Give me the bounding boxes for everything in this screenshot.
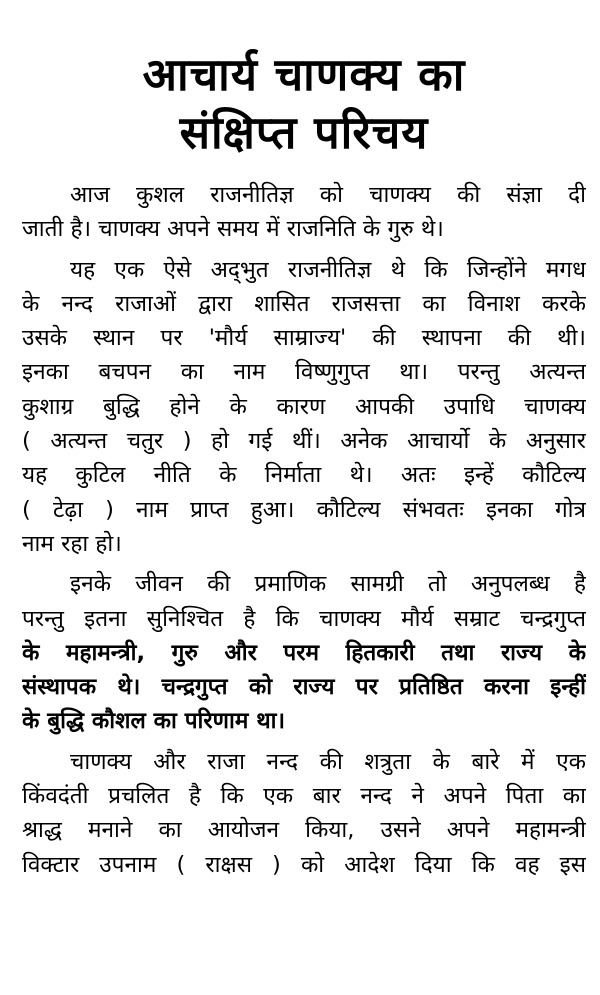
paragraph-line: श्राद्ध मनाने का आयोजन किया, उसने अपने महामन्त्री — [22, 817, 586, 844]
paragraph-line: यह एक ऐसे अद्‌भुत राजनीतिज्ञ थे कि जिन्होंने मगध — [70, 256, 586, 283]
title-line-1: आचार्य चाणक्य का — [142, 48, 466, 101]
paragraph-line: के नन्द राजाओं द्वारा शासित राजसत्ता का विनाश करके — [22, 290, 586, 317]
paragraph-line: नाम रहा हो। — [22, 530, 122, 557]
paragraph-line: के महामन्त्री, गुरु और परम हितकारी तथा राज्य के — [22, 639, 586, 666]
paragraph-line: किंवदंती प्रचलित है कि एक बार नन्द ने अपने पिता का — [22, 783, 586, 810]
paragraph-line: आज कुशल राजनीतिज्ञ को चाणक्य की संज्ञा दी — [70, 182, 586, 208]
paragraph-line: इनका बचपन का नाम विष्णुगुप्त था। परन्तु अत्यन्त — [22, 359, 586, 386]
paragraph-2 — [22, 253, 586, 562]
paragraph-line: इनके जीवन की प्रमाणिक सामग्री तो अनुपलब्ध है — [70, 571, 586, 598]
paragraph-line: विक्टार उपनाम ( राक्षस ) को आदेश दिया कि वह इस — [22, 851, 586, 878]
paragraph-line: उसके स्थान पर 'मौर्य साम्राज्य' की स्थापना की थी। — [22, 325, 586, 352]
body-text — [22, 178, 586, 882]
paragraph-line: संस्थापक थे। चन्द्रगुप्त को राज्य पर प्रतिष्ठित करना इन्हीं — [22, 674, 586, 701]
paragraph-line: ( टेढ़ा ) नाम प्राप्त हुआ। कौटिल्य संभवतः इनका गोत्र — [22, 496, 586, 523]
paragraph-line: चाणक्य और राजा नन्द की शत्रुता के बारे में एक — [70, 748, 586, 775]
paragraph-1 — [22, 178, 586, 247]
paragraph-line: यह कुटिल नीति के निर्माता थे। अतः इन्हें कौटिल्य — [22, 462, 586, 489]
paragraph-line: जाती है। चाणक्य अपने समय में राजनिति के गुरु थे। — [22, 216, 444, 243]
paragraph-4 — [22, 745, 586, 882]
title-line-2: संक्षिप्त परिचय — [179, 106, 429, 159]
paragraph-line: के बुद्धि कौशल का परिणाम था। — [22, 708, 286, 735]
page-title — [22, 44, 586, 164]
paragraph-3 — [22, 567, 586, 738]
paragraph-line: कुशाग्र बुद्धि होने के कारण आपकी उपाधि चाणक्य — [22, 393, 586, 420]
paragraph-line: ( अत्यन्त चतुर ) हो गई थीं। अनेक आचार्यो के अनुसार — [22, 428, 586, 455]
paragraph-line: परन्तु इतना सुनिश्चित है कि चाणक्य मौर्य सम्राट चन्द्रगुप्त — [22, 605, 586, 632]
